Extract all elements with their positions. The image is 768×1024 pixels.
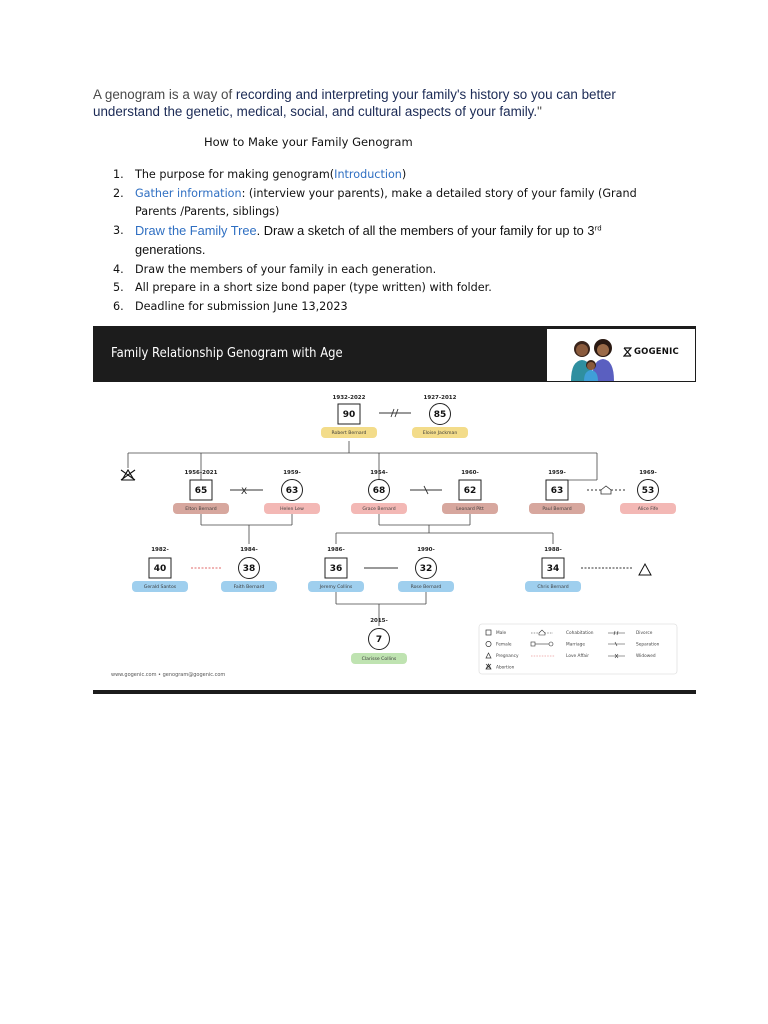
member-robert bbox=[321, 395, 377, 438]
figure-footer: www.gogenic.com • genogram@gogenic.com bbox=[111, 672, 226, 678]
step-text: The purpose for making genogram( bbox=[135, 168, 335, 181]
member-years: 1960- bbox=[461, 470, 479, 476]
member-leonard bbox=[442, 470, 498, 514]
legend bbox=[479, 624, 677, 674]
step-item-4 bbox=[93, 261, 668, 280]
genogram-diagram bbox=[93, 382, 696, 688]
step-text: . Draw a sketch of all the members of your family for up to 3 bbox=[256, 222, 595, 238]
member-name: Clarisse Collins bbox=[361, 657, 397, 662]
pregnancy-icon bbox=[639, 564, 651, 575]
figure-banner bbox=[93, 326, 696, 382]
step-number: 1. bbox=[113, 168, 124, 181]
member-age: 65 bbox=[194, 486, 208, 496]
member-years: 1959- bbox=[548, 470, 566, 476]
member-age: 38 bbox=[242, 564, 256, 574]
member-age: 90 bbox=[342, 410, 356, 420]
member-age: 62 bbox=[463, 486, 477, 496]
member-chris bbox=[525, 547, 581, 592]
member-age: 40 bbox=[153, 564, 167, 574]
member-name: Helen Lew bbox=[280, 507, 304, 512]
abortion-icon bbox=[121, 470, 135, 480]
step-item-3 bbox=[93, 222, 668, 261]
legend-label: Cohabitation bbox=[566, 631, 594, 636]
member-age: 63 bbox=[285, 486, 299, 496]
member-name: Paul Bernard bbox=[542, 507, 572, 512]
cohabitation-house-icon bbox=[601, 486, 611, 494]
divorce-mark: X bbox=[241, 487, 248, 497]
legend-label: Female bbox=[496, 642, 512, 648]
step-item-5 bbox=[93, 279, 668, 298]
member-faith bbox=[221, 547, 277, 592]
page-title: How to Make your Family Genogram bbox=[204, 135, 413, 149]
legend-label: Separation bbox=[636, 642, 660, 648]
legend-label: Pregnancy bbox=[496, 654, 519, 659]
gogenic-logo-icon bbox=[623, 347, 632, 357]
member-years: 1959- bbox=[283, 470, 301, 476]
member-years: 1927-2012 bbox=[423, 395, 457, 401]
step-item-1 bbox=[93, 166, 668, 185]
member-years: 1986- bbox=[327, 547, 345, 553]
step-text: generations. bbox=[135, 242, 206, 257]
member-years: 1990- bbox=[417, 547, 435, 553]
figure-title: Family Relationship Genogram with Age bbox=[111, 345, 343, 361]
legend-label: Divorce bbox=[636, 631, 653, 636]
member-age: 68 bbox=[372, 486, 386, 496]
legend-label: Widowed bbox=[636, 654, 656, 659]
member-years: 1984- bbox=[240, 547, 258, 553]
introduction-link[interactable]: Introduction bbox=[334, 168, 402, 181]
figure-bottom-rule bbox=[93, 690, 696, 694]
step-number: 4. bbox=[113, 262, 124, 276]
intro-paragraph bbox=[93, 86, 673, 120]
legend-label: Male bbox=[496, 631, 507, 636]
gather-information-link[interactable]: Gather information bbox=[135, 186, 242, 200]
brand-name: GOGENIC bbox=[634, 347, 679, 357]
member-age: 36 bbox=[329, 564, 343, 574]
member-name: Eloise Jackman bbox=[422, 431, 458, 436]
member-age: 32 bbox=[419, 564, 433, 574]
member-years: 2015- bbox=[370, 618, 388, 624]
member-name: Jeremy Collins bbox=[319, 585, 353, 590]
member-years: 1982- bbox=[151, 547, 169, 553]
step-item-6 bbox=[93, 298, 668, 317]
member-years: 1988- bbox=[544, 547, 562, 553]
steps-list bbox=[93, 166, 668, 316]
member-age: 53 bbox=[641, 486, 655, 496]
member-years: 1932-2022 bbox=[332, 395, 366, 401]
member-years: 1969- bbox=[639, 470, 657, 476]
intro-text-2: recording and interpreting your family's history so you can better understand the genetic, medical, social, and cultural aspects of your family. bbox=[93, 87, 616, 119]
member-age: 7 bbox=[375, 635, 383, 645]
member-name: Grace Bernard bbox=[362, 507, 396, 512]
member-paul bbox=[529, 470, 585, 514]
member-eloise bbox=[412, 395, 468, 438]
legend-label: Love Affair bbox=[566, 654, 589, 659]
logo-panel bbox=[547, 329, 695, 381]
legend-label: Marriage bbox=[566, 642, 585, 648]
member-name: Rose Bernard bbox=[410, 585, 442, 590]
member-name: Robert Bernard bbox=[331, 431, 367, 436]
member-alice bbox=[620, 470, 676, 514]
intro-text-3: " bbox=[537, 104, 542, 119]
member-rose bbox=[398, 547, 454, 592]
intro-text-1: A genogram is a way of bbox=[93, 87, 233, 102]
step-number: 6. bbox=[113, 299, 124, 313]
step-number: 5. bbox=[113, 281, 124, 294]
step-number: 2. bbox=[113, 186, 124, 200]
member-jeremy bbox=[308, 547, 364, 592]
step-text: ) bbox=[401, 168, 407, 181]
step-text: All prepare in a short size bond paper (type written) with folder. bbox=[135, 281, 492, 294]
legend-label: Abortion bbox=[496, 665, 515, 671]
member-name: Gerald Santos bbox=[143, 585, 177, 590]
step-superscript: rd bbox=[594, 223, 602, 232]
member-name: Alice Fife bbox=[637, 507, 659, 512]
step-number: 3. bbox=[113, 223, 124, 237]
member-age: 63 bbox=[550, 486, 564, 496]
member-age: 34 bbox=[546, 564, 560, 574]
member-name: Elton Bernard bbox=[185, 507, 217, 512]
member-gerald bbox=[132, 547, 188, 592]
member-name: Leonard Pitt bbox=[456, 507, 484, 512]
draw-family-tree-link[interactable]: Draw the Family Tree bbox=[135, 222, 257, 238]
genogram-figure bbox=[93, 326, 696, 694]
step-text: Draw the members of your family in each generation. bbox=[135, 262, 437, 276]
member-name: Chris Bernard bbox=[537, 585, 569, 590]
member-name: Faith Bernard bbox=[233, 585, 265, 590]
member-years: 1954- bbox=[370, 470, 388, 476]
member-helen bbox=[264, 470, 320, 514]
member-age: 85 bbox=[433, 410, 447, 420]
member-years: 1956-2021 bbox=[184, 470, 218, 476]
step-text: Deadline for submission June 13,2023 bbox=[135, 299, 348, 313]
step-text: : (interview your parents), make a detailed story of your family (Grand Parents /Parents, siblings) bbox=[135, 186, 637, 218]
family-illustration-icon bbox=[565, 329, 625, 381]
step-item-2 bbox=[93, 185, 668, 222]
